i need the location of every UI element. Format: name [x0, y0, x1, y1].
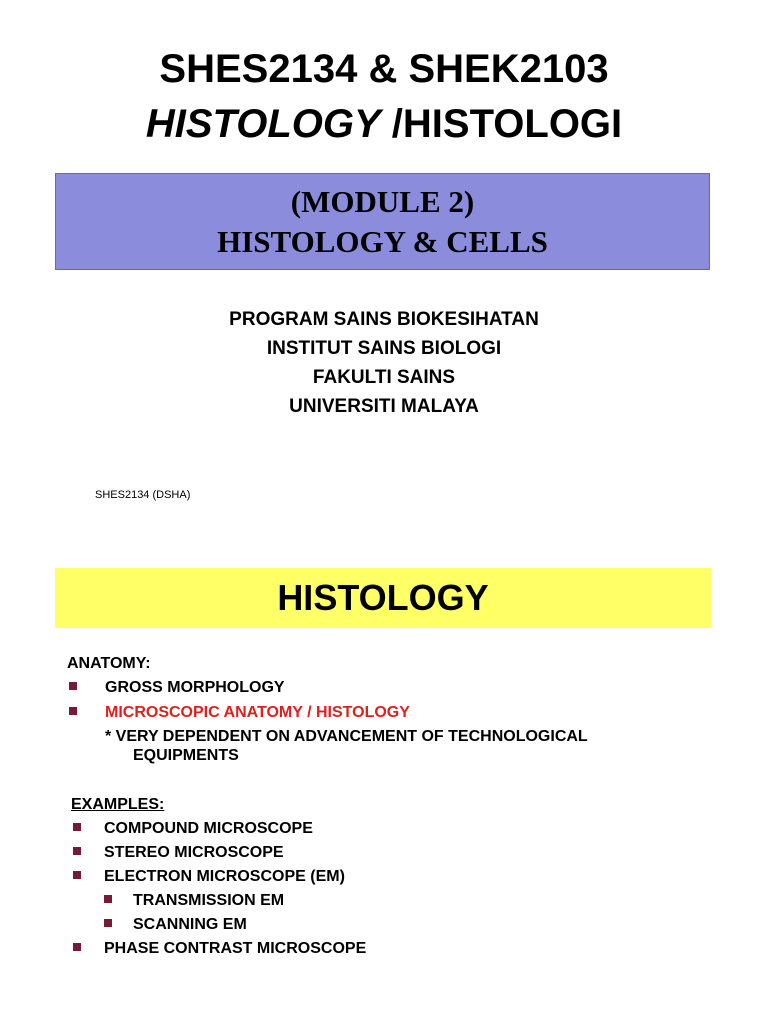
list-item-highlight: MICROSCOPIC ANATOMY / HISTOLOGY [105, 704, 410, 721]
list-item: GROSS MORPHOLOGY [105, 679, 285, 696]
bullet-icon [69, 682, 77, 690]
program-line: INSTITUT SAINS BIOLOGI [266, 338, 502, 359]
program-info [0, 305, 768, 421]
list-item: PHASE CONTRAST MICROSCOPE [104, 940, 367, 957]
subtitle-italic: HISTOLOGY [145, 102, 381, 146]
program-line: UNIVERSITI MALAYA [289, 396, 479, 417]
list-item: COMPOUND MICROSCOPE [104, 820, 313, 837]
bullet-icon [104, 895, 112, 903]
sub-list-item: SCANNING EM [133, 916, 247, 933]
module-banner [55, 173, 710, 270]
examples-label: EXAMPLES: [71, 796, 165, 813]
note-line: * VERY DEPENDENT ON ADVANCEMENT OF TECHNOLOGICAL [105, 728, 588, 745]
bullet-icon [73, 823, 81, 831]
module-topic: HISTOLOGY & CELLS [217, 224, 548, 259]
bullet-icon [73, 943, 81, 951]
anatomy-label: ANATOMY: [67, 655, 151, 672]
list-item: STEREO MICROSCOPE [104, 844, 284, 861]
bullet-icon [104, 919, 112, 927]
bullet-icon [73, 847, 81, 855]
program-line: FAKULTI SAINS [312, 367, 456, 388]
list-item: ELECTRON MICROSCOPE (EM) [104, 868, 345, 885]
bullet-icon [73, 871, 81, 879]
program-line: PROGRAM SAINS BIOKESIHATAN [229, 309, 539, 330]
course-subtitle [0, 101, 768, 147]
footer-code: SHES2134 (DSHA) [95, 489, 191, 501]
note-line: EQUIPMENTS [133, 747, 239, 764]
module-number: (MODULE 2) [290, 184, 475, 219]
bullet-icon [69, 707, 77, 715]
course-title: SHES2134 & SHEK2103 [159, 47, 609, 91]
sub-list-item: TRANSMISSION EM [133, 892, 285, 909]
histology-heading: HISTOLOGY [55, 568, 711, 628]
subtitle-rest: /HISTOLOGI [380, 102, 623, 146]
slide-histology [0, 560, 768, 1024]
